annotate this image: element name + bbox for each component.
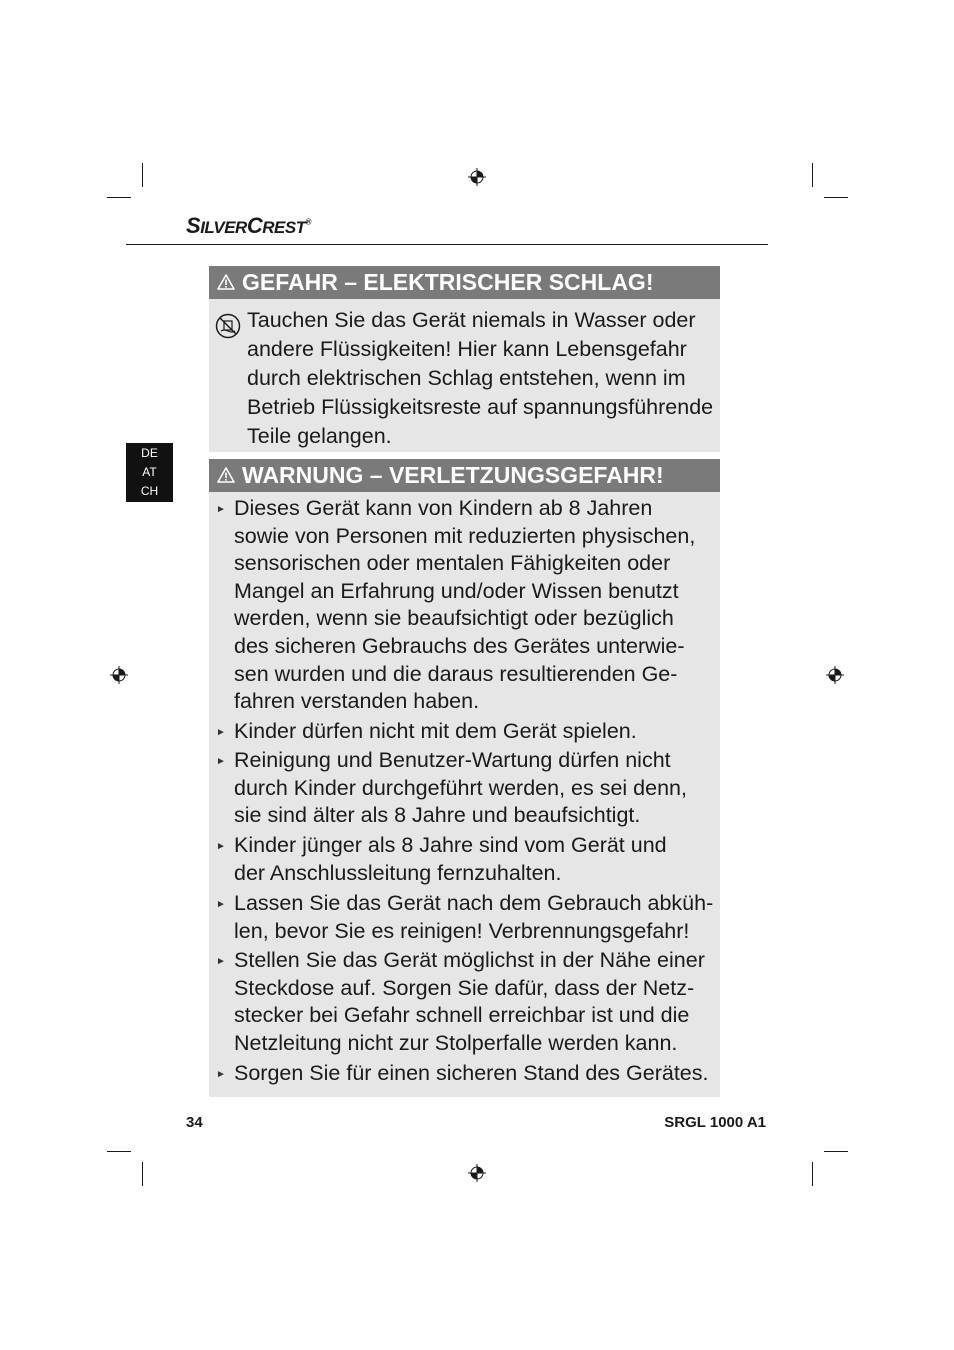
model-number: SRGL 1000 A1 <box>664 1114 766 1131</box>
text-line: des sicheren Gebrauchs des Gerätes unterwie- <box>234 633 685 658</box>
text-line: sensorischen oder mentalen Fähigkeiten oder <box>234 551 671 576</box>
text-line: Netzleitung nicht zur Stolperfalle werden kann. <box>234 1030 678 1055</box>
danger-section <box>209 266 720 452</box>
text-line: durch elektrischen Schlag entstehen, wenn im <box>247 366 686 390</box>
crop-mark <box>824 1151 848 1152</box>
bullet-icon: ► <box>216 956 226 967</box>
text-line: sowie von Personen mit reduzierten physischen, <box>234 523 696 548</box>
warning-section <box>209 459 720 1097</box>
bullet-icon: ► <box>216 756 226 767</box>
list-item <box>234 495 716 716</box>
text-line: andere Flüssigkeiten! Hier kann Lebensgefahr <box>247 337 687 361</box>
danger-text <box>247 306 713 451</box>
text-line: Tauchen Sie das Gerät niemals in Wasser oder <box>247 308 696 332</box>
text-line: Kinder jünger als 8 Jahre sind vom Gerät und <box>234 833 667 857</box>
danger-section-title: GEFAHR – ELEKTRISCHER SCHLAG! <box>242 269 654 295</box>
crop-mark <box>107 1151 131 1152</box>
language-tab <box>126 443 173 502</box>
page-number: 34 <box>186 1114 203 1131</box>
registration-mark-icon <box>110 666 128 684</box>
registration-mark-icon <box>468 1164 486 1182</box>
text-line: stecker bei Gefahr schnell erreichbar ist und die <box>234 1003 690 1028</box>
text-line: Steckdose auf. Sorgen Sie dafür, dass der Netz- <box>234 975 695 1000</box>
crop-mark <box>142 163 143 187</box>
warning-triangle-icon <box>217 467 235 483</box>
bullet-icon: ► <box>216 841 226 852</box>
text-line: Dieses Gerät kann von Kindern ab 8 Jahren <box>234 496 653 520</box>
bullet-icon: ► <box>216 899 226 910</box>
warning-section-title: WARNUNG – VERLETZUNGSGEFAHR! <box>242 462 664 488</box>
text-line: Kinder dürfen nicht mit dem Gerät spielen. <box>234 719 637 743</box>
list-item <box>234 890 716 945</box>
text-line: durch Kinder durchgeführt werden, es sei denn, <box>234 775 687 800</box>
crop-mark <box>812 163 813 187</box>
text-line: Teile gelangen. <box>247 424 392 448</box>
text-line: Betrieb Flüssigkeitsreste auf spannungsführende <box>247 395 714 419</box>
brand-logo: SILVERCREST® <box>186 213 311 238</box>
text-line: Sorgen Sie für einen sicheren Stand des Gerätes. <box>234 1061 709 1085</box>
text-line: len, bevor Sie es reinigen! Verbrennungsgefahr! <box>234 918 690 943</box>
registration-mark-icon <box>468 168 486 186</box>
crop-mark <box>107 197 131 198</box>
text-line: Stellen Sie das Gerät möglichst in der Nähe einer <box>234 948 705 972</box>
bullet-icon: ► <box>216 1069 226 1080</box>
text-line: sie sind älter als 8 Jahre und beaufsichtigt. <box>234 803 641 828</box>
registration-mark-icon <box>826 666 844 684</box>
warning-triangle-icon <box>217 274 235 290</box>
crop-mark <box>824 197 848 198</box>
list-item <box>234 747 716 830</box>
text-line: Reinigung und Benutzer-Wartung dürfen nicht <box>234 748 671 772</box>
language-code: DE <box>141 446 158 460</box>
list-item <box>234 1060 716 1088</box>
text-line: fahren verstanden haben. <box>234 689 480 714</box>
list-item <box>234 947 716 1057</box>
list-item <box>234 718 716 746</box>
no-water-immersion-icon <box>215 313 241 339</box>
danger-section-header <box>209 266 720 299</box>
bullet-icon: ► <box>216 727 226 738</box>
language-code: AT <box>142 465 157 479</box>
list-item <box>234 832 716 887</box>
language-code: CH <box>140 484 159 498</box>
bullet-icon: ► <box>216 504 226 515</box>
text-line: Mangel an Erfahrung und/oder Wissen benutzt <box>234 578 679 603</box>
crop-mark <box>812 1162 813 1186</box>
text-line: sen wurden und die daraus resultierenden Ge- <box>234 661 678 686</box>
crop-mark <box>142 1162 143 1186</box>
warning-section-header <box>209 459 720 492</box>
text-line: werden, wenn sie beaufsichtigt oder bezüglich <box>234 606 674 631</box>
text-line: Lassen Sie das Gerät nach dem Gebrauch abküh- <box>234 891 714 915</box>
header-divider <box>126 244 768 245</box>
text-line: der Anschlussleitung fernzuhalten. <box>234 860 562 885</box>
